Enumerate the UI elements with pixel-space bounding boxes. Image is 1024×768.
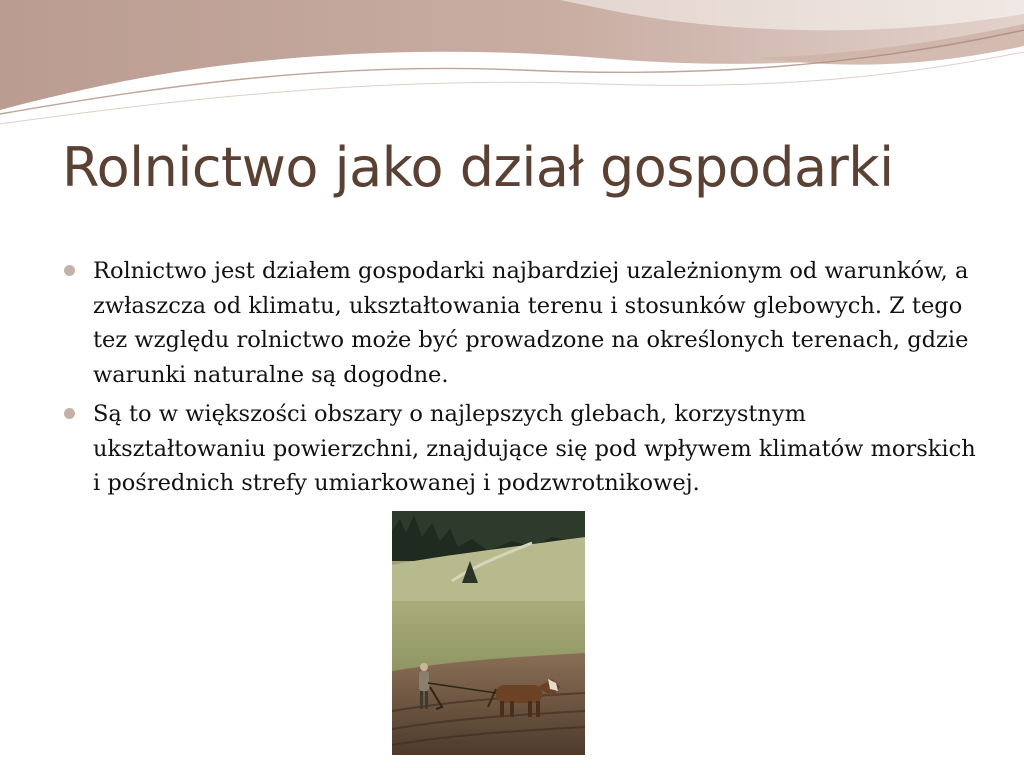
bullet-text: Rolnictwo jest działem gospodarki najbardziej uzależnionym od warunków, a zwłaszcza od klimatu, ukształtowania terenu i stosunków glebowych. Z tego tez względu rolnictwo może być prowadzone na określonych terenach, gdzie warunki naturalne są dogodne. (93, 258, 969, 388)
header-wave-decoration (0, 0, 1024, 130)
bullet-dot-icon (64, 408, 75, 419)
bullet-text: Są to w większości obszary o najlepszych glebach, korzystnym ukształtowaniu powierzchni, znajdujące się pod wpływem klimatów morskich i pośrednich strefy umiarkowanej i podzwrotnikowej. (93, 401, 976, 496)
bullet-item (60, 254, 980, 392)
farm-plowing-photo (392, 511, 585, 755)
slide-title: Rolnictwo jako dział gospodarki (62, 136, 894, 199)
bullet-dot-icon (64, 265, 75, 276)
bullet-item (60, 397, 980, 501)
bullet-list (60, 254, 980, 506)
